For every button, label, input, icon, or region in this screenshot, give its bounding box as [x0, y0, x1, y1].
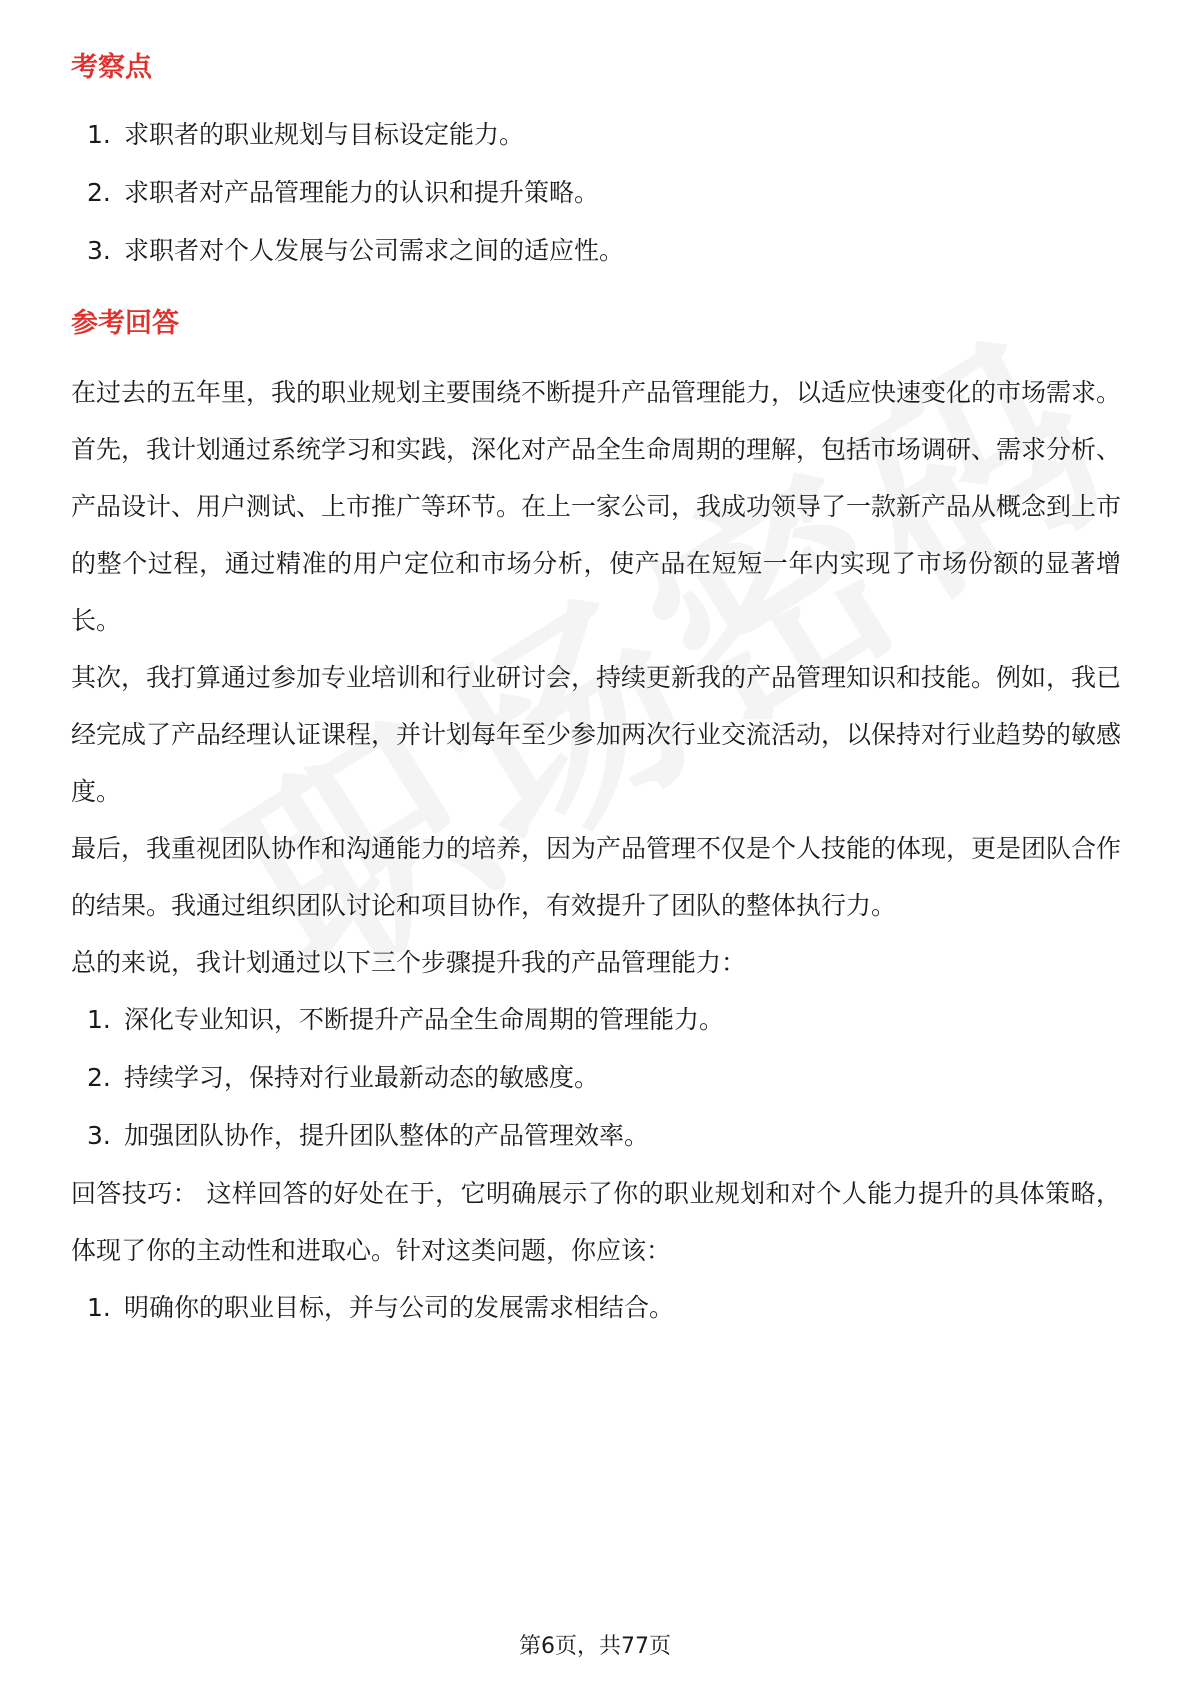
list-item-text: 深化专业知识，不断提升产品全生命周期的管理能力。 [124, 1005, 725, 1034]
list-item-text: 求职者对产品管理能力的认识和提升策略。 [124, 178, 600, 207]
tips-paragraph: 回答技巧： 这样回答的好处在于，它明确展示了你的职业规划和对个人能力提升的具体策略，体现了你的主动性和进取心。针对这类问题，你应该： [71, 1179, 1121, 1265]
answer-paragraph: 总的来说，我计划通过以下三个步骤提升我的产品管理能力： [71, 948, 747, 977]
list-item-text: 持续学习，保持对行业最新动态的敏感度。 [124, 1063, 600, 1092]
answer-paragraph: 在过去的五年里，我的职业规划主要围绕不断提升产品管理能力，以适应快速变化的市场需求。首先，我计划通过系统学习和实践，深化对产品全生命周期的理解，包括市场调研、需求分析、产品设计、用户测试、上市推广等环节。在上一家公司，我成功领导了一款新产品从概念到上市的整个过程，通过精准的用户定位和市场分析，使产品在短短一年内实现了市场份额的显著增长。 [71, 378, 1122, 635]
list-item [71, 222, 1121, 280]
answer-paragraph: 其次，我打算通过参加专业培训和行业研讨会，持续更新我的产品管理知识和技能。例如，我已经完成了产品经理认证课程，并计划每年至少参加两次行业交流活动，以保持对行业趋势的敏感度。 [71, 663, 1122, 806]
list-item [71, 1049, 1121, 1107]
focus-section-title: 考察点 [71, 52, 152, 83]
document-body [71, 48, 1121, 1337]
list-item [71, 106, 1121, 164]
list-item-text: 加强团队协作，提升团队整体的产品管理效率。 [124, 1121, 650, 1150]
list-item-number: 3. [87, 236, 111, 265]
list-item [71, 991, 1121, 1049]
list-item-number: 3. [87, 1121, 111, 1150]
list-item-number: 1. [87, 1005, 111, 1034]
list-item-text: 求职者对个人发展与公司需求之间的适应性。 [124, 236, 625, 265]
list-item [71, 1107, 1121, 1165]
page-number: 第6页，共77页 [519, 1634, 671, 1659]
list-item [71, 1279, 1121, 1337]
steps-list [71, 991, 1121, 1165]
list-item-text: 明确你的职业目标，并与公司的发展需求相结合。 [124, 1293, 675, 1322]
focus-list [71, 106, 1121, 280]
answer-paragraph: 最后，我重视团队协作和沟通能力的培养，因为产品管理不仅是个人技能的体现，更是团队合作的结果。我通过组织团队讨论和项目协作，有效提升了团队的整体执行力。 [71, 834, 1122, 920]
list-item-number: 2. [87, 178, 111, 207]
list-item [71, 164, 1121, 222]
list-item-number: 1. [87, 120, 111, 149]
list-item-number: 2. [87, 1063, 111, 1092]
tips-list [71, 1279, 1121, 1337]
list-item-text: 求职者的职业规划与目标设定能力。 [124, 120, 525, 149]
answer-section-title: 参考回答 [71, 308, 179, 339]
list-item-number: 1. [87, 1293, 111, 1322]
